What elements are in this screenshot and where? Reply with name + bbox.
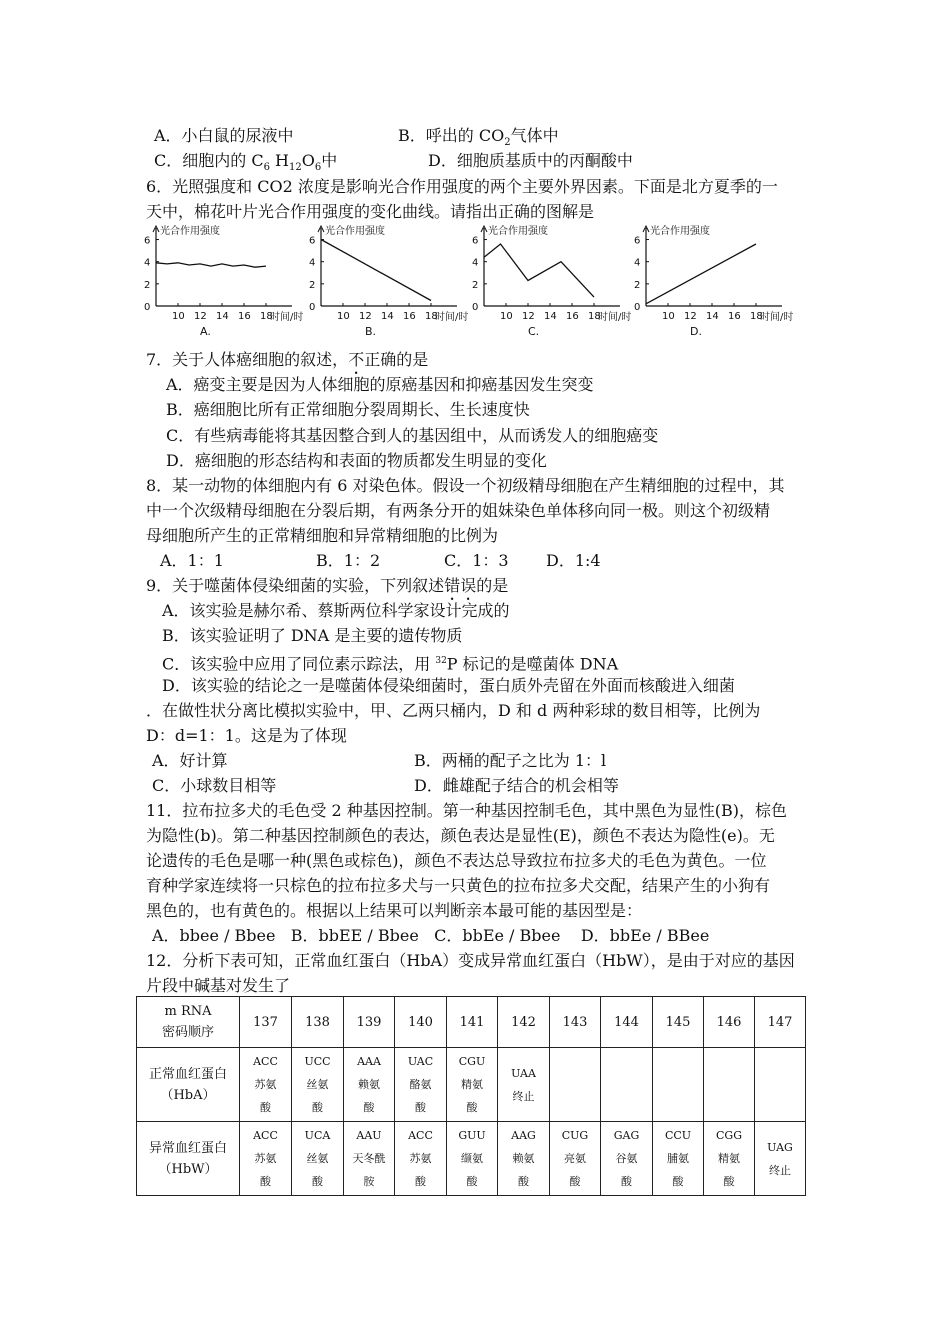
- x-tick-label: 14: [216, 311, 229, 322]
- q11-stem-line2: 为隐性(b)。第二种基因控制颜色的表达，颜色表达是显性(E)，颜色不表达为隐性(e)。无: [146, 826, 775, 845]
- codon-cell: CCU 脯氨 酸: [653, 1122, 704, 1196]
- q6-stem-line2: 天中，棉花叶片光合作用强度的变化曲线。请指出正确的图解是: [146, 202, 595, 221]
- q10-stem-line2: D：d=1：1。这是为了体现: [146, 726, 347, 745]
- x-tick-label: 12: [684, 311, 697, 322]
- x-tick-label: 14: [706, 311, 719, 322]
- y-tick-label: 6: [309, 235, 316, 247]
- chart-c: [466, 222, 631, 337]
- q9-stem: 9．关于噬菌体侵染细菌的实验，下列叙述错误的是: [146, 576, 509, 595]
- codon-cell: ACC 苏氨 酸: [240, 1122, 292, 1196]
- chart-label: A.: [200, 325, 211, 337]
- codon-cell: CUG 亮氨 酸: [550, 1122, 601, 1196]
- q11-stem-line1: 11．拉布拉多犬的毛色受 2 种基因控制。第一种基因控制毛色，其中黑色为显性(B)，棕色: [146, 801, 787, 820]
- q11-stem-line5: 黑色的，也有黄色的。根据以上结果可以判断亲本最可能的基因型是：: [146, 901, 643, 920]
- x-tick-label: 10: [662, 311, 675, 322]
- q8-stem-line2: 中一个次级精母细胞在分裂后期，有两条分开的姐妹染色单体移向同一极。则这个初级精: [146, 501, 771, 520]
- q8-option-b: B．1：2: [316, 551, 381, 570]
- q12-stem-line1: 12．分析下表可知，正常血红蛋白（HbA）变成异常血红蛋白（HbW），是由于对应的基因: [146, 951, 795, 970]
- y-tick-label: 4: [144, 257, 151, 269]
- data-series-line: [156, 263, 266, 267]
- x-axis-label: 时间/时: [435, 312, 468, 323]
- header-label-cell: m RNA 密码顺序: [137, 997, 240, 1048]
- codon-cell: UAC 酪氨 酸: [395, 1048, 447, 1122]
- y-tick-label: 6: [472, 235, 479, 247]
- x-tick-label: 10: [172, 311, 185, 322]
- position-cell: 145: [653, 997, 704, 1048]
- chart-title: 光合作用强度: [650, 226, 710, 237]
- x-tick-label: 14: [544, 311, 557, 322]
- data-series-line: [321, 240, 431, 301]
- position-cell: 143: [550, 997, 601, 1048]
- x-axis-label: 时间/时: [760, 312, 793, 323]
- chart-label: C.: [528, 325, 540, 337]
- chart-a: [138, 222, 303, 337]
- q9-option-c: C．该实验中应用了同位素示踪法，用 $^{32}$P 标记的是噬菌体 DNA: [162, 654, 619, 674]
- y-tick-label: 0: [634, 302, 641, 313]
- chart-label: D.: [690, 325, 702, 337]
- q8-stem-line1: 8．某一动物的体细胞内有 6 对染色体。假设一个初级精母细胞在产生精细胞的过程中，其: [146, 476, 785, 495]
- q5-option-d: D．细胞质基质中的丙酮酸中: [428, 151, 633, 170]
- table-row-header: [137, 997, 806, 1048]
- codon-cell: CGG 精氨 酸: [704, 1122, 755, 1196]
- q10-option-a: A．好计算: [152, 751, 228, 770]
- q12-stem-line2: 片段中碱基对发生了: [146, 976, 291, 995]
- q7-option-b: B．癌细胞比所有正常细胞分裂周期长、生长速度快: [166, 400, 530, 419]
- y-tick-label: 4: [309, 257, 316, 269]
- codon-cell: AAA 赖氨 酸: [344, 1048, 395, 1122]
- y-tick-label: 2: [144, 279, 151, 291]
- q5-option-b: B．呼出的 $CO_2$气体中: [398, 126, 559, 149]
- q11-options: A．bbee / Bbee B．bbEE / Bbee C．bbEe / Bbee D．bbEe / BBee: [152, 926, 710, 945]
- chart-d: [628, 222, 793, 337]
- x-tick-label: 16: [566, 311, 579, 322]
- q10-option-b: B．两桶的配子之比为 1：l: [414, 751, 607, 770]
- x-tick-label: 16: [403, 311, 416, 322]
- codon-cell: GAG 谷氨 酸: [601, 1122, 653, 1196]
- x-axis-label: 时间/时: [270, 312, 303, 323]
- q5-option-a: A．小白鼠的尿液中: [154, 126, 294, 145]
- y-tick-label: 2: [472, 279, 479, 291]
- chart-title: 光合作用强度: [325, 226, 385, 237]
- position-cell: 141: [447, 997, 498, 1048]
- data-series-line: [484, 244, 594, 297]
- x-tick-label: 18: [425, 311, 438, 322]
- position-cell: 142: [498, 997, 550, 1048]
- codon-cell-empty: [704, 1048, 755, 1122]
- position-cell: 144: [601, 997, 653, 1048]
- codon-cell-empty: [601, 1048, 653, 1122]
- x-tick-label: 10: [337, 311, 350, 322]
- data-series-line: [646, 244, 756, 304]
- q11-stem-line3: 论遗传的毛色是哪一种(黑色或棕色)，颜色不表达总导致拉布拉多犬的毛色为黄色。一位: [146, 851, 767, 870]
- codon-cell: UCC 丝氨 酸: [292, 1048, 344, 1122]
- codon-table: [136, 996, 806, 1196]
- q7-option-d: D．癌细胞的形态结构和表面的物质都发生明显的变化: [166, 451, 547, 470]
- y-tick-label: 2: [634, 279, 641, 291]
- table-row-hbw: [137, 1122, 806, 1196]
- q8-option-d: D．1:4: [546, 551, 601, 570]
- x-tick-label: 18: [750, 311, 763, 322]
- y-tick-label: 6: [144, 235, 151, 247]
- position-cell: 140: [395, 997, 447, 1048]
- codon-cell-empty: [550, 1048, 601, 1122]
- y-tick-label: 2: [309, 279, 316, 291]
- y-tick-label: 4: [472, 257, 479, 269]
- x-tick-label: 18: [260, 311, 273, 322]
- codon-cell-empty: [755, 1048, 806, 1122]
- position-cell: 137: [240, 997, 292, 1048]
- q10-option-c: C．小球数目相等: [152, 776, 277, 795]
- x-tick-label: 14: [381, 311, 394, 322]
- x-tick-label: 12: [194, 311, 207, 322]
- q9-option-a: A．该实验是赫尔希、蔡斯两位科学家设计完成的: [162, 601, 510, 620]
- q7-option-a: A．癌变主要是因为人体细胞的原癌基因和抑癌基因发生突变: [166, 375, 594, 394]
- position-cell: 139: [344, 997, 395, 1048]
- codon-cell: ACC 苏氨 酸: [395, 1122, 447, 1196]
- q10-stem-line1: ．在做性状分离比模拟实验中，甲、乙两只桶内，D 和 d 两种彩球的数目相等，比例为: [146, 701, 761, 720]
- codon-cell: AAU 天冬酰 胺: [344, 1122, 395, 1196]
- codon-cell: UAA 终止: [498, 1048, 550, 1122]
- q7-stem: 7．关于人体癌细胞的叙述，不正确的是: [146, 350, 429, 369]
- y-tick-label: 6: [634, 235, 641, 247]
- q9-option-b: B．该实验证明了 DNA 是主要的遗传物质: [162, 626, 463, 645]
- x-tick-label: 12: [359, 311, 372, 322]
- x-tick-label: 16: [728, 311, 741, 322]
- x-tick-label: 10: [500, 311, 513, 322]
- hbw-label-cell: 异常血红蛋白 （HbW）: [137, 1122, 240, 1196]
- q5-option-c: C．细胞内的 $C_6$ $H_{12}O_6$中: [154, 151, 338, 174]
- codon-cell: UAG 终止: [755, 1122, 806, 1196]
- q6-stem-line1: 6．光照强度和 CO2 浓度是影响光合作用强度的两个主要外界因素。下面是北方夏季的一: [146, 177, 778, 196]
- y-tick-label: 4: [634, 257, 641, 269]
- q8-option-a: A．1：1: [160, 551, 224, 570]
- chart-title: 光合作用强度: [488, 226, 548, 237]
- codon-cell: AAG 赖氨 酸: [498, 1122, 550, 1196]
- codon-cell: ACC 苏氨 酸: [240, 1048, 292, 1122]
- q7-option-c: C．有些病毒能将其基因整合到人的基因组中，从而诱发人的细胞癌变: [166, 426, 659, 445]
- y-tick-label: 0: [472, 302, 479, 313]
- position-cell: 146: [704, 997, 755, 1048]
- hba-label-cell: 正常血红蛋白 （HbA）: [137, 1048, 240, 1122]
- x-tick-label: 16: [238, 311, 251, 322]
- codon-cell: GUU 缬氨 酸: [447, 1122, 498, 1196]
- q8-stem-line3: 母细胞所产生的正常精细胞和异常精细胞的比例为: [146, 526, 499, 545]
- codon-cell: CGU 精氨 酸: [447, 1048, 498, 1122]
- codon-cell: UCA 丝氨 酸: [292, 1122, 344, 1196]
- codon-cell-empty: [653, 1048, 704, 1122]
- position-cell: 147: [755, 997, 806, 1048]
- x-axis-label: 时间/时: [598, 312, 631, 323]
- q10-option-d: D．雌雄配子结合的机会相等: [414, 776, 619, 795]
- q9-option-d: D．该实验的结论之一是噬菌体侵染细菌时，蛋白质外壳留在外面而核酸进入细菌: [162, 676, 735, 695]
- x-tick-label: 18: [588, 311, 601, 322]
- chart-b: [303, 222, 468, 337]
- q11-stem-line4: 育种学家连续将一只棕色的拉布拉多犬与一只黄色的拉布拉多犬交配，结果产生的小狗有: [146, 876, 771, 895]
- chart-title: 光合作用强度: [160, 226, 220, 237]
- y-tick-label: 0: [309, 302, 316, 313]
- table-row-hba: [137, 1048, 806, 1122]
- x-tick-label: 12: [522, 311, 535, 322]
- position-cell: 138: [292, 997, 344, 1048]
- chart-label: B.: [365, 325, 377, 337]
- y-tick-label: 0: [144, 302, 151, 313]
- q8-option-c: C．1：3: [444, 551, 509, 570]
